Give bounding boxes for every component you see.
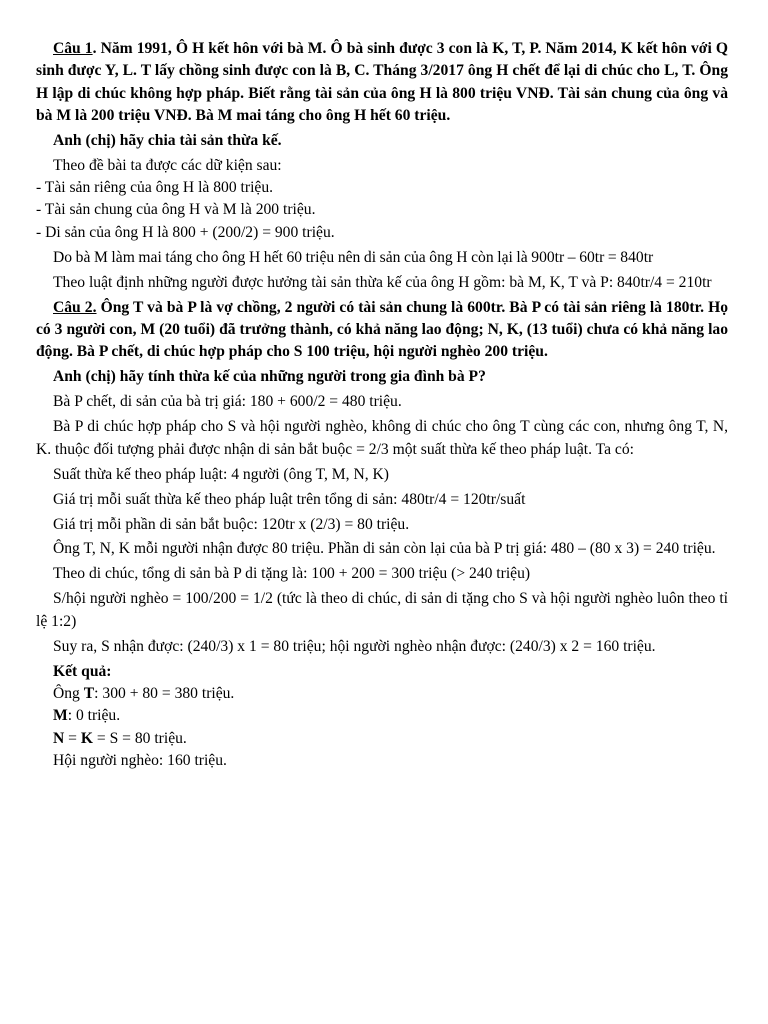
- question-1-task: Anh (chị) hãy chia tài sản thừa kế.: [53, 131, 282, 149]
- result-line-poor: Hội người nghèo: 160 triệu.: [53, 751, 227, 769]
- result-n-name: N: [53, 729, 65, 747]
- answer-paragraph: S/hội người nghèo = 100/200 = 1/2 (tức là theo di chúc, di sản di tặng cho S và hội người nghèo luôn theo tỉ lệ 1:2): [36, 590, 728, 630]
- question-1-label: Câu 1: [53, 40, 93, 57]
- funeral-paragraph: Do bà M làm mai táng cho ông H hết 60 triệu nên di sản của ông H còn lại là 900tr – 60tr = 840tr: [53, 248, 654, 266]
- question-2-prompt: [36, 297, 728, 364]
- fact-item: - Tài sản chung của ông H và M là 200 triệu.: [36, 201, 316, 219]
- result-n-mid: =: [64, 729, 81, 747]
- answer-paragraph: Ông T, N, K mỗi người nhận được 80 triệu. Phần di sản còn lại của bà P trị giá: 480 – (80 x 3) = 240 triệu.: [53, 540, 716, 558]
- fact-item: - Tài sản riêng của ông H là 800 triệu.: [36, 179, 274, 197]
- answer-paragraph: Giá trị mỗi phần di sản bắt buộc: 120tr x (2/3) = 80 triệu.: [53, 515, 410, 533]
- answer-paragraph: Theo di chúc, tổng di sản bà P di tặng là: 100 + 200 = 300 triệu (> 240 triệu): [53, 565, 531, 583]
- result-t-name: T: [83, 685, 95, 703]
- question-2-label: Câu 2.: [53, 298, 97, 316]
- result-line-m: [36, 705, 728, 727]
- result-k-name: K: [80, 729, 93, 747]
- fact-item: - Di sản của ông H là 800 + (200/2) = 900 triệu.: [36, 223, 335, 241]
- answer-paragraph: Giá trị mỗi suất thừa kế theo pháp luật trên tổng di sản: 480tr/4 = 120tr/suất: [53, 490, 526, 508]
- answer-paragraph: Suất thừa kế theo pháp luật: 4 người (ông T, M, N, K): [53, 465, 389, 483]
- heirs-paragraph: Theo luật định những người được hưởng tài sản thừa kế của ông H gồm: bà M, K, T và P: 840tr/4 = 210tr: [53, 273, 712, 291]
- question-1-intro: Theo đề bài ta được các dữ kiện sau:: [53, 156, 282, 174]
- result-m-name: M: [53, 707, 68, 725]
- document-page: [36, 38, 728, 772]
- result-t-prefix: Ông: [53, 685, 84, 703]
- answer-paragraph: Bà P chết, di sản của bà trị giá: 180 + 600/2 = 480 triệu.: [53, 393, 402, 411]
- question-2-text: Ông T và bà P là vợ chồng, 2 người có tài sản chung là 600tr. Bà P có tài sản riêng là 180tr. Họ có 3 người con, M (20 tuổi) đã trưởng thành, có khả năng lao động; N, K, (13 tuổi) chưa có khả năng lao động. Bà P chết, di chúc hợp pháp cho S 100 triệu, hội người nghèo 200 triệu.: [36, 298, 729, 361]
- question-2-task: Anh (chị) hãy tính thừa kế của những người trong gia đình bà P?: [53, 368, 486, 386]
- question-1-text: . Năm 1991, Ô H kết hôn với bà M. Ô bà sinh được 3 con là K, T, P. Năm 2014, K kết hôn với Q sinh được Y, L. T lấy chồng sinh được con là B, C. Tháng 3/2017 ông H chết để lại di chúc cho L, T. Ông H lập di chúc không hợp pháp. Biết rằng tài sản của ông H là 800 triệu VNĐ. Tài sản chung của ông và bà M là 200 triệu VNĐ. Bà M mai táng cho ông H hết 60 triệu.: [36, 40, 728, 124]
- result-t-value: : 300 + 80 = 380 triệu.: [94, 685, 235, 703]
- result-nk-value: = S = 80 triệu.: [93, 729, 187, 747]
- result-heading: Kết quả:: [53, 662, 112, 680]
- result-line-t: [36, 683, 728, 705]
- answer-paragraph: Suy ra, S nhận được: (240/3) x 1 = 80 triệu; hội người nghèo nhận được: (240/3) x 2 = 160 triệu.: [53, 637, 656, 655]
- result-line-nk: [36, 728, 728, 750]
- question-1-prompt: [36, 38, 728, 127]
- answer-paragraph: Bà P di chúc hợp pháp cho S và hội người nghèo, không di chúc cho ông T cùng các con, nhưng ông T, N, K. thuộc đối tượng phải được nhận di sản bắt buộc = 2/3 một suất thừa kế theo pháp luật. Ta có:: [36, 418, 728, 458]
- result-m-value: : 0 triệu.: [67, 707, 121, 725]
